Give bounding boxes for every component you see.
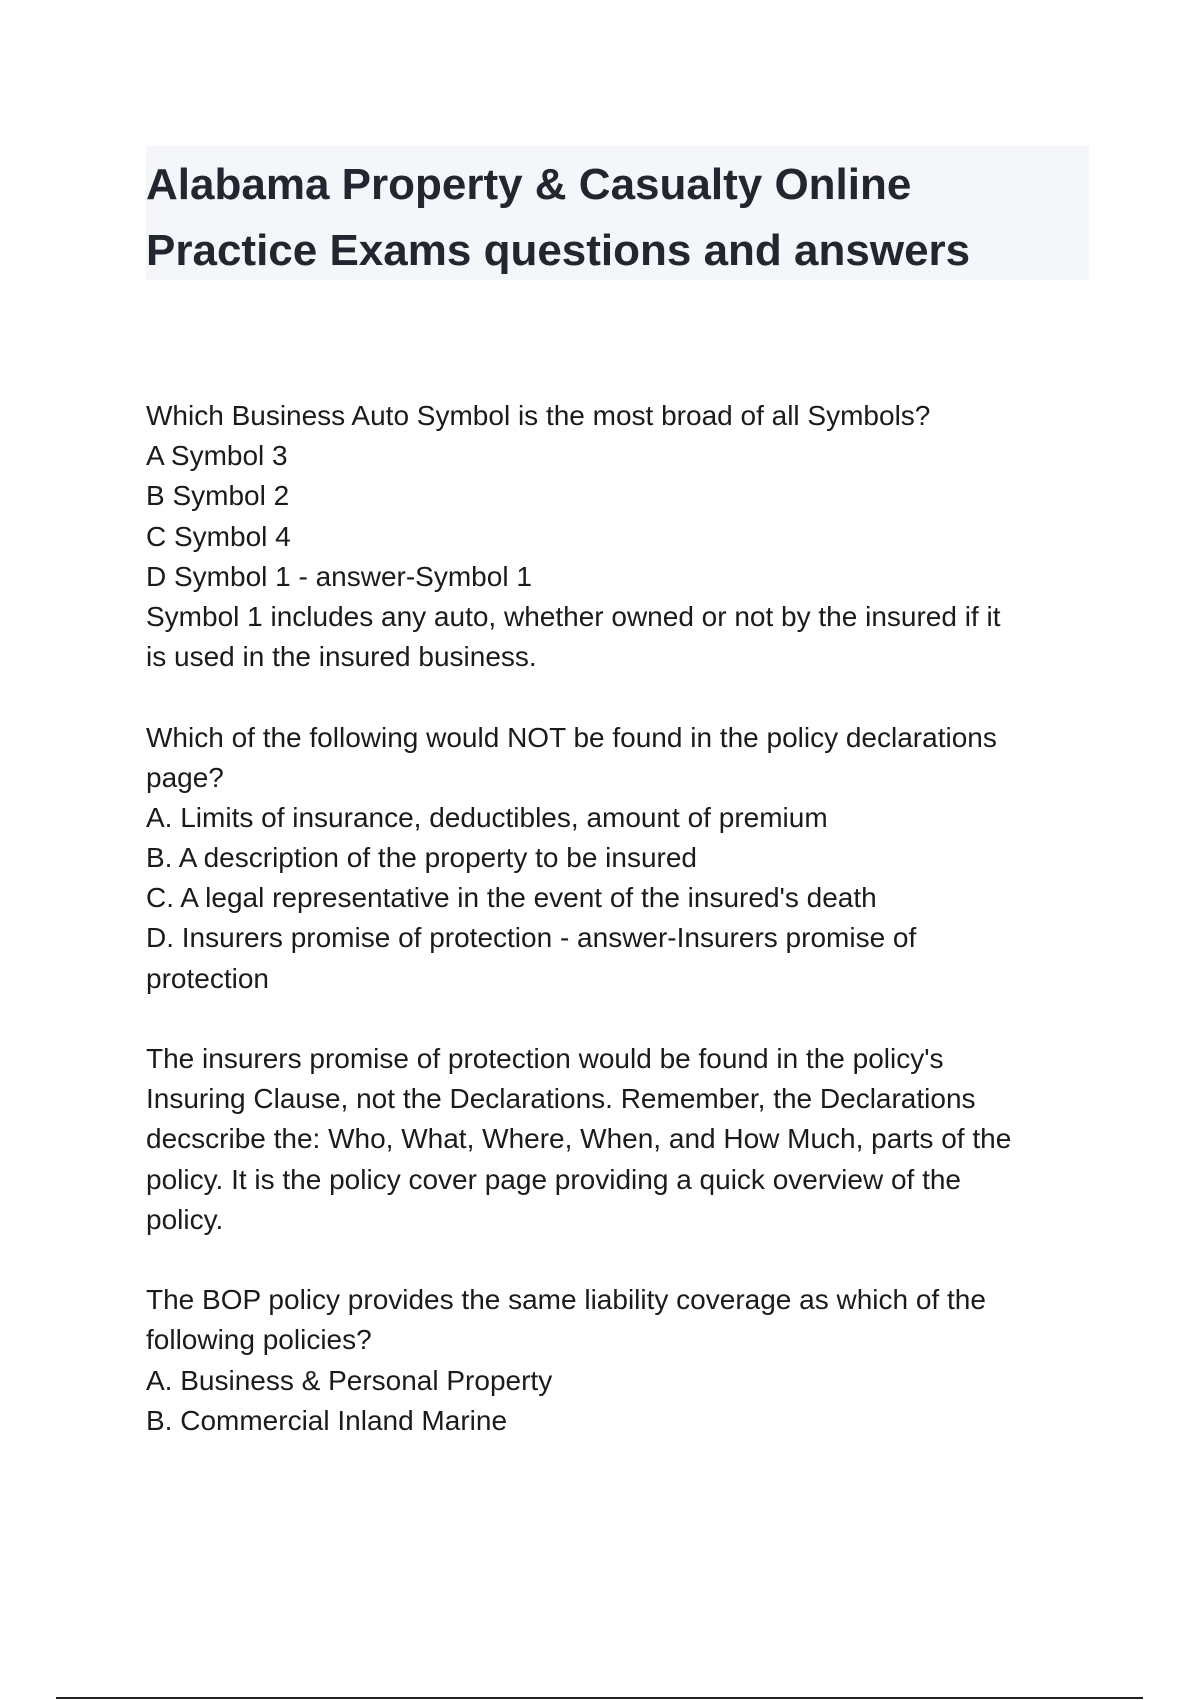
question-block-1: [146, 396, 1086, 677]
question-block-3: [146, 1280, 1086, 1441]
question-1-explanation-line-1: Symbol 1 includes any auto, whether owned or not by the insured if it: [146, 600, 1001, 632]
question-2-explanation-line-3: decscribe the: Who, What, Where, When, and How Much, parts of the: [146, 1123, 1012, 1155]
question-2-explanation-line-5: policy.: [146, 1203, 224, 1235]
question-1-option-c: C Symbol 4: [146, 520, 291, 552]
document-title-box: [146, 146, 1089, 280]
paragraph-gap: [146, 999, 1086, 1039]
paragraph-gap: [146, 1240, 1086, 1280]
question-3-text-line-1: The BOP policy provides the same liability coverage as which of the: [146, 1284, 986, 1316]
paragraph-gap: [146, 677, 1086, 717]
question-2-option-d-answer-line-2: protection: [146, 962, 269, 994]
question-2-explanation-line-1: The insurers promise of protection would be found in the policy's: [146, 1043, 944, 1074]
footer-divider: [56, 1697, 1143, 1699]
question-3-option-a: A. Business & Personal Property: [146, 1364, 553, 1396]
question-block-2: [146, 718, 1086, 999]
document-title-line-1: Alabama Property & Casualty Online: [146, 160, 912, 209]
question-3-text-line-2: following policies?: [146, 1324, 372, 1356]
question-1-text: Which Business Auto Symbol is the most broad of all Symbols?: [146, 400, 931, 431]
question-2-option-a: A. Limits of insurance, deductibles, amount of premium: [146, 801, 828, 833]
document-body: [146, 396, 1086, 1441]
question-3-option-b: B. Commercial Inland Marine: [146, 1404, 508, 1436]
question-1-option-b: B Symbol 2: [146, 480, 290, 512]
question-2-explanation-line-2: Insuring Clause, not the Declarations. Remember, the Declarations: [146, 1083, 976, 1115]
explanation-block-2: [146, 1039, 1086, 1240]
question-2-option-c: C. A legal representative in the event of the insured's death: [146, 882, 877, 914]
question-1-option-a: A Symbol 3: [146, 440, 288, 472]
document-title-line-2: Practice Exams questions and answers: [146, 226, 971, 275]
question-2-option-d-answer-line-1: D. Insurers promise of protection - answer-Insurers promise of: [146, 922, 917, 954]
question-1-explanation-line-2: is used in the insured business.: [146, 641, 537, 673]
question-2-option-b: B. A description of the property to be insured: [146, 842, 698, 874]
question-2-explanation-line-4: policy. It is the policy cover page providing a quick overview of the: [146, 1163, 962, 1195]
question-2-text-line-1: Which of the following would NOT be found in the policy declarations: [146, 721, 997, 753]
question-1-option-d-answer: D Symbol 1 - answer-Symbol 1: [146, 560, 532, 592]
question-2-text-line-2: page?: [146, 761, 224, 793]
